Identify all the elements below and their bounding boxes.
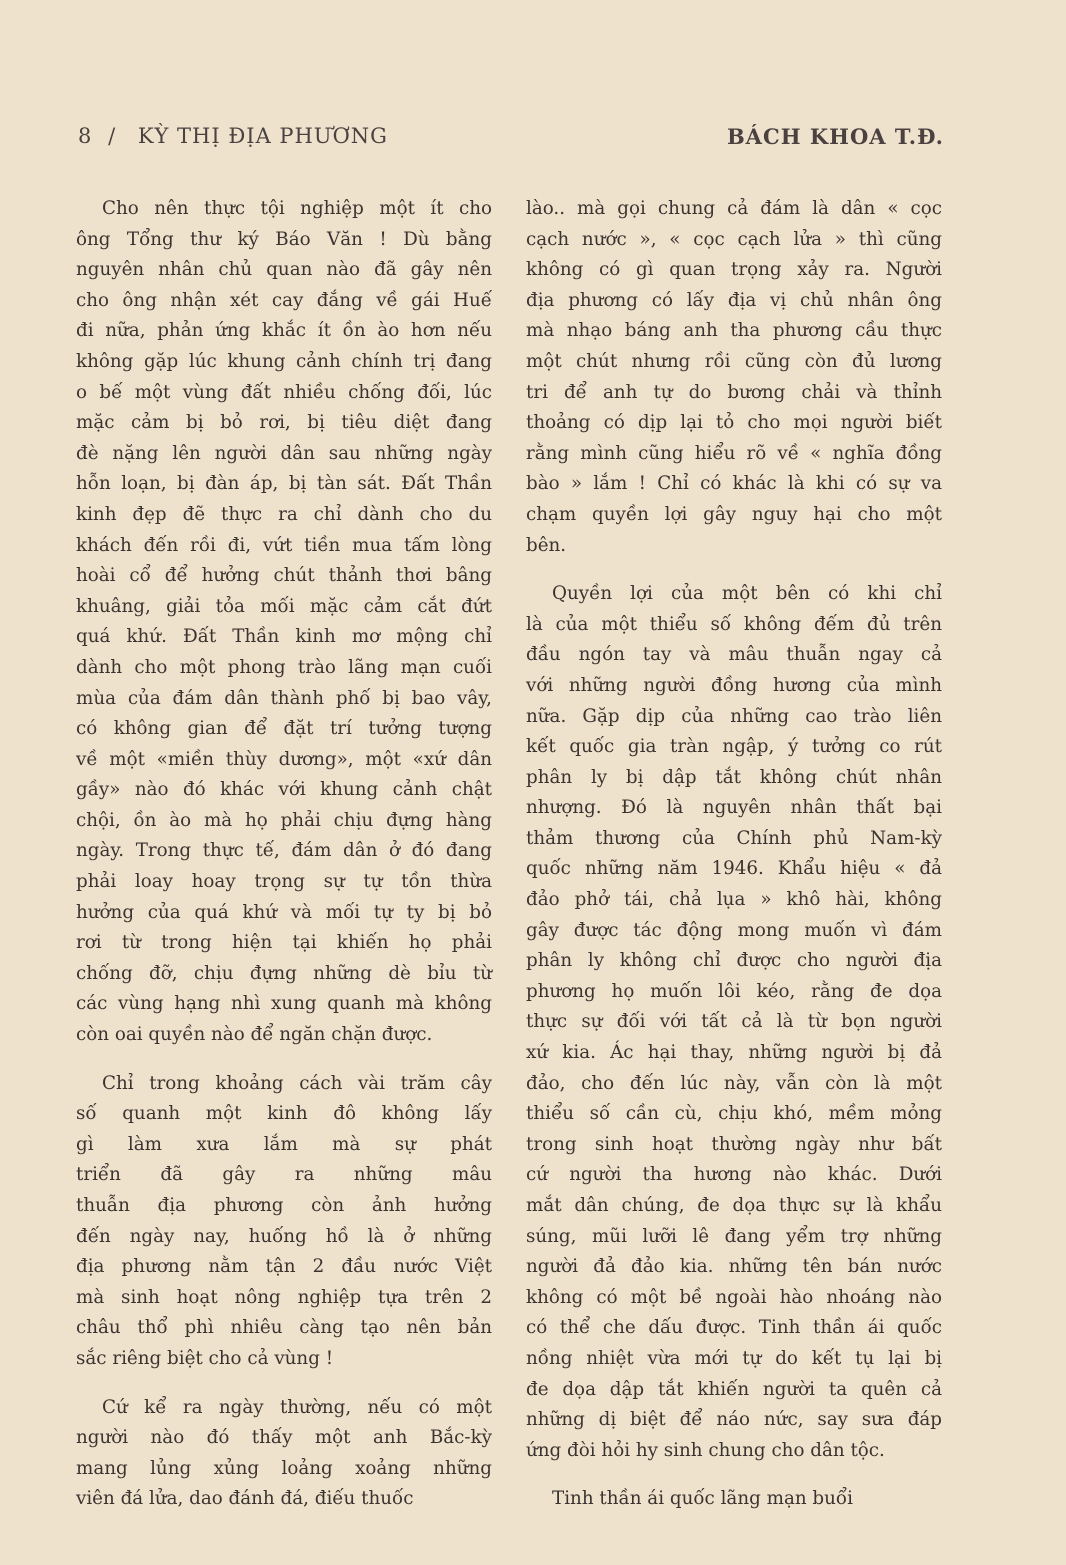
text-line: hỗn loạn, bị đàn áp, bị tàn sát. Đất Thần: [76, 473, 492, 495]
text-line: bên.: [526, 534, 567, 556]
text-line: địa phương nằm tận 2 đầu nước Việt: [76, 1256, 492, 1278]
text-line: phải loay hoay trọng sự tự tồn thừa: [76, 871, 492, 893]
text-line: Tinh thần ái quốc lãng mạn buổi: [552, 1488, 853, 1510]
text-line: người nào đó thấy một anh Bắc-kỳ: [76, 1427, 492, 1449]
page-number: 8: [78, 124, 93, 148]
text-line: đi nữa, phản ứng khắc ít ồn ào hơn nếu: [76, 320, 492, 342]
text-line: mùa của đám dân thành phố bị bao vây,: [76, 687, 492, 709]
text-line: kết quốc gia tràn ngập, ý tưởng co rút: [526, 736, 942, 758]
text-line: dành cho một phong trào lãng mạn cuối: [76, 656, 492, 678]
text-line: đảo, cho đến lúc này, vẫn còn là một: [526, 1072, 942, 1094]
text-line: o bế một vùng đất nhiều chống đối, lúc: [76, 381, 492, 403]
text-line: đến ngày nay, huống hồ là ở những: [76, 1225, 492, 1247]
text-line: gây được tác động mong muốn vì đám: [526, 919, 942, 941]
text-line: đè nặng lên người dân sau những ngày: [76, 442, 492, 464]
text-line: thuẫn địa phương còn ảnh hưởng: [76, 1195, 492, 1216]
text-line: không gặp lúc khung cảnh chính trị đang: [76, 350, 492, 372]
text-line: thảm thương của Chính phủ Nam-kỳ: [526, 827, 942, 849]
text-line: trong sinh hoạt thường ngày như bất: [526, 1133, 942, 1155]
text-line: quá khứ. Đất Thần kinh mơ mộng chỉ: [76, 626, 492, 648]
text-line: thoảng có dịp lại tỏ cho mọi người biết: [526, 412, 942, 434]
text-line: tri để anh tự do bương chải và thỉnh: [526, 381, 942, 403]
text-line: mà nhạo báng anh tha phương cầu thực: [526, 320, 942, 342]
text-line: châu thổ phì nhiêu càng tạo nên bản: [76, 1317, 492, 1339]
publication-name: BÁCH KHOA T.Đ.: [726, 124, 944, 149]
text-line: Cho nên thực tội nghiệp một ít cho: [102, 198, 492, 219]
text-line: bào » lắm ! Chỉ có khác là khi có sự va: [526, 473, 942, 495]
text-line: Cứ kể ra ngày thường, nếu có một: [102, 1396, 492, 1418]
text-line: mắt dân chúng, đe dọa thực sự là khẩu: [526, 1195, 942, 1216]
text-line: người đả đảo kia. những tên bán nước: [526, 1256, 942, 1278]
text-line: với những người đồng hương của mình: [526, 674, 942, 696]
text-line: gầy» nào đó khác với khung cảnh chật: [76, 779, 492, 801]
text-line: chống đỡ, chịu đựng những dè bỉu từ: [76, 962, 492, 984]
text-line: mang lủng xủng loảng xoảng những: [76, 1457, 492, 1479]
text-line: chạm quyền lợi gây nguy hại cho một: [526, 503, 942, 525]
text-line: mặc cảm bị bỏ rơi, bị tiêu diệt đang: [76, 412, 492, 434]
text-line: súng, mũi lưỡi lê đang yểm trợ những: [526, 1225, 942, 1247]
text-line: nồng nhiệt vừa mới tự do kết tụ lại bị: [526, 1347, 942, 1369]
text-line: xứ kia. Ác hại thay, những người bị đả: [526, 1042, 942, 1064]
text-line: cho ông nhận xét cay đắng về gái Huế: [76, 289, 492, 311]
page-header-left: [78, 124, 388, 148]
text-line: Chỉ trong khoảng cách vài trăm cây: [102, 1072, 492, 1094]
paragraph: [76, 194, 492, 1051]
text-line: khách đến rồi đi, vứt tiền mua tấm lòng: [76, 534, 492, 556]
left-text-column: [76, 194, 492, 1515]
text-line: không có gì quan trọng xảy ra. Người: [526, 259, 942, 281]
text-line: về một «miền thùy dương», một «xứ dân: [76, 748, 492, 770]
text-line: thực sự đối với tất cả là từ bọn người: [526, 1011, 942, 1033]
text-line: nguyên nhân chủ quan nào đã gây nên: [76, 259, 492, 281]
text-line: số quanh một kinh đô không lấy: [76, 1103, 492, 1125]
paragraph: [76, 1069, 492, 1375]
text-line: quốc những năm 1946. Khẩu hiệu « đả: [526, 858, 942, 880]
text-line: có không gian để đặt trí tưởng tượng: [76, 718, 492, 740]
text-line: ông Tổng thư ký Báo Văn ! Dù bằng: [76, 228, 492, 250]
text-line: những dị biệt để náo nức, say sưa đáp: [526, 1409, 942, 1431]
text-line: nhượng. Đó là nguyên nhân thất bại: [526, 797, 942, 819]
text-line: sắc riêng biệt cho cả vùng !: [76, 1347, 334, 1369]
paragraph: [526, 194, 942, 561]
text-line: ngày. Trong thực tế, đám dân ở đó đang: [76, 840, 492, 862]
text-line: chội, ồn ào mà họ phải chịu đựng hàng: [76, 809, 492, 831]
text-line: là của một thiểu số không đếm đủ trên: [526, 613, 942, 635]
text-line: hoài cổ để hưởng chút thảnh thơi bâng: [76, 565, 492, 587]
section-title: KỲ THỊ ĐỊA PHƯƠNG: [137, 124, 388, 148]
text-line: cạch nước », « cọc cạch lửa » thì cũng: [526, 228, 942, 250]
text-line: đầu ngón tay và mâu thuẫn ngay cả: [526, 644, 942, 666]
text-line: mà sinh hoạt nông nghiệp tựa trên 2: [76, 1286, 492, 1308]
text-line: kinh đẹp đẽ thực ra chỉ dành cho du: [76, 503, 492, 525]
text-line: lào.. mà gọi chung cả đám là dân « cọc: [526, 198, 942, 219]
text-line: hưởng của quá khứ và mối tự ty bị bỏ: [76, 901, 492, 923]
text-line: rơi từ trong hiện tại khiến họ phải: [76, 932, 492, 954]
right-text-column: [526, 194, 942, 1515]
text-line: một chút nhưng rồi cũng còn đủ lương: [526, 350, 942, 372]
text-line: Quyền lợi của một bên có khi chỉ: [552, 583, 942, 605]
paragraph: [76, 1393, 492, 1515]
text-line: cứ người tha hương nào khác. Dưới: [526, 1164, 942, 1186]
text-line: khuâng, giải tỏa mối mặc cảm cắt đứt: [76, 595, 492, 617]
text-line: phương họ muốn lôi kéo, rằng đe dọa: [526, 980, 942, 1002]
text-line: không có một bề ngoài hào nhoáng nào: [526, 1286, 942, 1308]
header-separator: /: [108, 124, 117, 148]
text-line: triển đã gây ra những mâu: [76, 1164, 492, 1186]
text-line: có thể che dấu được. Tinh thần ái quốc: [526, 1317, 942, 1339]
text-line: các vùng hạng nhì xung quanh mà không: [76, 993, 492, 1015]
paragraph: [526, 1484, 942, 1515]
text-line: còn oai quyền nào để ngăn chặn được.: [76, 1024, 433, 1046]
text-line: viên đá lửa, dao đánh đá, điếu thuốc: [76, 1488, 414, 1510]
text-line: thiểu số cần cù, chịu khó, mềm mỏng: [526, 1103, 942, 1125]
text-line: đe dọa dập tắt khiến người ta quên cả: [526, 1378, 942, 1400]
text-line: phân ly không chỉ được cho người địa: [526, 950, 942, 972]
text-line: phân ly bị dập tắt không chút nhân: [526, 766, 942, 788]
paragraph: [526, 579, 942, 1466]
text-line: địa phương có lấy địa vị chủ nhân ông: [526, 289, 942, 311]
text-line: nữa. Gặp dịp của những cao trào liên: [526, 705, 942, 727]
text-line: ứng đòi hỏi hy sinh chung cho dân tộc.: [526, 1439, 885, 1461]
text-line: rằng mình cũng hiểu rõ về « nghĩa đồng: [526, 442, 942, 464]
text-line: gì làm xưa lắm mà sự phát: [76, 1133, 492, 1155]
text-line: đảo phở tái, chả lụa » khô hài, không: [526, 889, 942, 911]
